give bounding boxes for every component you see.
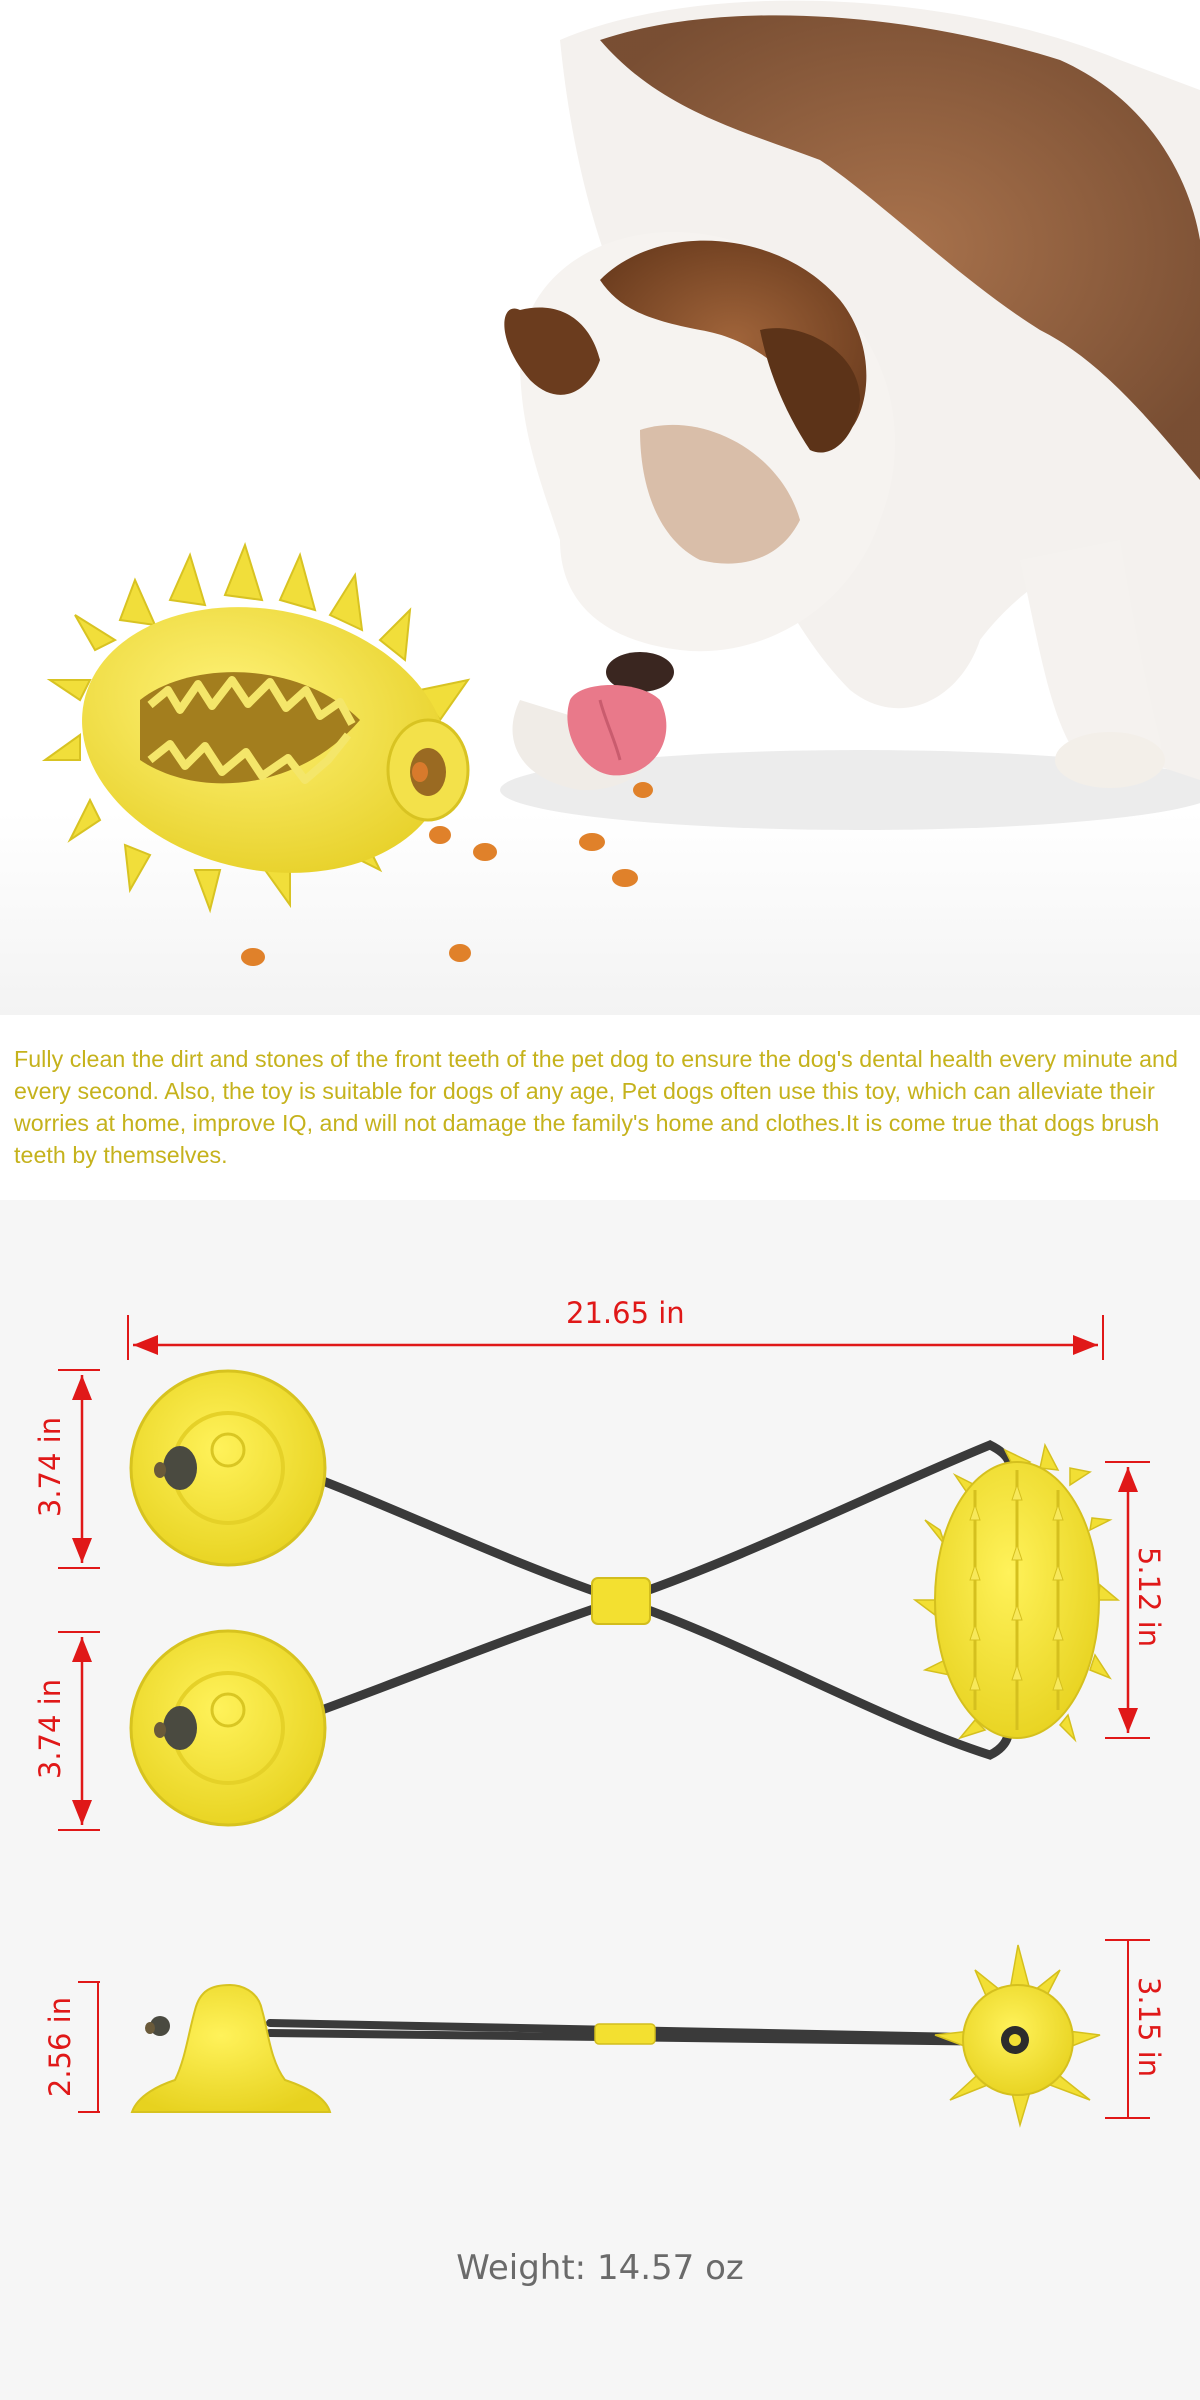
bulldog bbox=[504, 1, 1200, 791]
spiky-ball-toy bbox=[45, 545, 473, 910]
total-length-label: 21.65 in bbox=[566, 1296, 685, 1330]
suction-cup-top bbox=[131, 1371, 325, 1565]
dimension-diagram bbox=[0, 1200, 1200, 2400]
weight-label: Weight: 14.57 oz bbox=[456, 2248, 744, 2288]
dimensions-section bbox=[0, 1200, 1200, 2400]
suction-cup-side-view bbox=[132, 1985, 330, 2112]
spiky-ball-side-view bbox=[935, 1945, 1100, 2125]
cup-height-label: 2.56 in bbox=[43, 1996, 77, 2098]
product-photo bbox=[0, 0, 1200, 1015]
ball-length-label: 5.12 in bbox=[1132, 1546, 1166, 1648]
spiky-ball-top-view bbox=[915, 1445, 1118, 1740]
cup-height-dimension bbox=[78, 1982, 100, 2112]
suction-cup-top-label: 3.74 in bbox=[33, 1416, 67, 1518]
suction-cup-bottom-label: 3.74 in bbox=[33, 1678, 67, 1780]
rope-sleeve-side bbox=[595, 2024, 655, 2044]
dog-with-toy-illustration bbox=[0, 0, 1200, 1015]
suction-cup-bottom bbox=[131, 1631, 325, 1825]
description-section bbox=[0, 1015, 1200, 1200]
ball-height-label: 3.15 in bbox=[1132, 1976, 1166, 2078]
rope-sleeve bbox=[592, 1578, 650, 1624]
product-description: Fully clean the dirt and stones of the front teeth of the pet dog to ensure the dog's dental health every minute and every second. Also, the toy is suitable for dogs of any age, Pet dogs often use this toy, which can alleviate their worries at home, improve IQ, and will not damage the family's home and clothes.It is come true that dogs brush teeth by themselves. bbox=[14, 1046, 1178, 1168]
